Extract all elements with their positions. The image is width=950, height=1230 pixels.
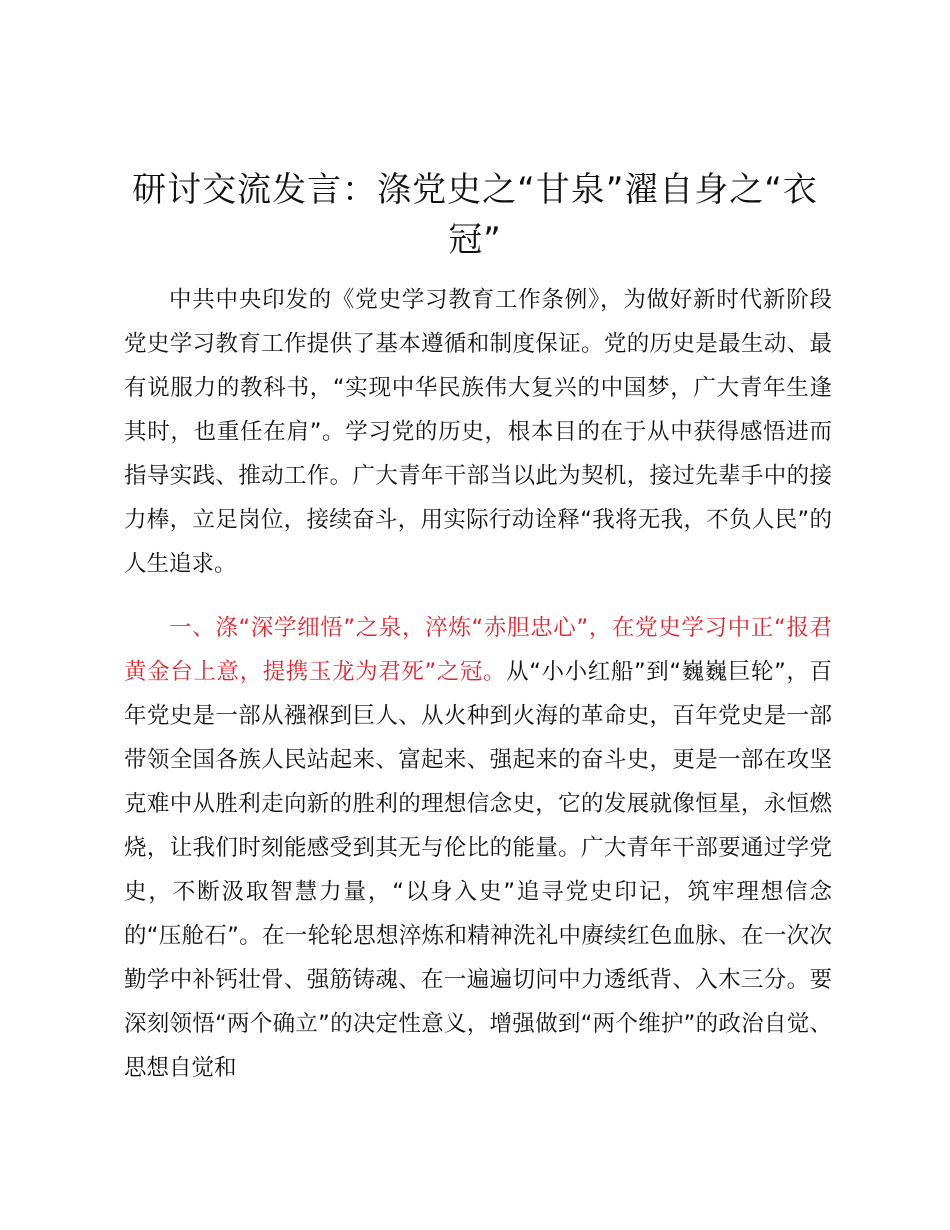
paragraph-spacer — [124, 586, 832, 606]
section-one-text: 从“小小红船”到“巍巍巨轮”，百年党史是一部从襁褓到巨人、从火种到火海的革命史，百年党史是一部带领全国各族人民站起来、富起来、强起来的奋斗史，更是一部在攻坚克难中从胜利走向新的胜利的理想信念史，它的发展就像恒星，永恒燃烧，让我们时刻能感受到其无与伦比的能量。广大青年干部要通过学党史，不断汲取智慧力量，“以身入史”追寻党史印记，筑牢理想信念的“压舱石”。在一轮轮思想淬炼和精神洗礼中赓续红色血脉、在一次次勤学中补钙壮骨、强筋铸魂、在一遍遍切问中力透纸背、入木三分。要深刻领悟“两个确立”的决定性意义，增强做到“两个维护”的政治自觉、思想自觉和 — [124, 659, 832, 1081]
intro-paragraph: 中共中央印发的《党史学习教育工作条例》，为做好新时代新阶段党史学习教育工作提供了基本遵循和制度保证。党的历史是最生动、最有说服力的教科书，“实现中华民族伟大复兴的中国梦，广大青年生逢其时，也重任在肩”。学习党的历史，根本目的在于从中获得感悟进而指导实践、推动工作。广大青年干部当以此为契机，接过先辈手中的接力棒，立足岗位，接续奋斗，用实际行动诠释“我将无我，不负人民”的人生追求。 — [124, 287, 832, 577]
section-one-paragraph — [124, 606, 832, 1090]
section-one-heading: 一、涤“深学细悟”之泉，淬炼“赤胆忠心”，在党史学习中正“报君黄金台上意，提携玉龙为君死”之冠。 — [124, 615, 832, 685]
document-title: 研讨交流发言：涤党史之“甘泉”濯自身之“衣冠” — [132, 170, 818, 260]
document-body — [124, 278, 832, 1090]
